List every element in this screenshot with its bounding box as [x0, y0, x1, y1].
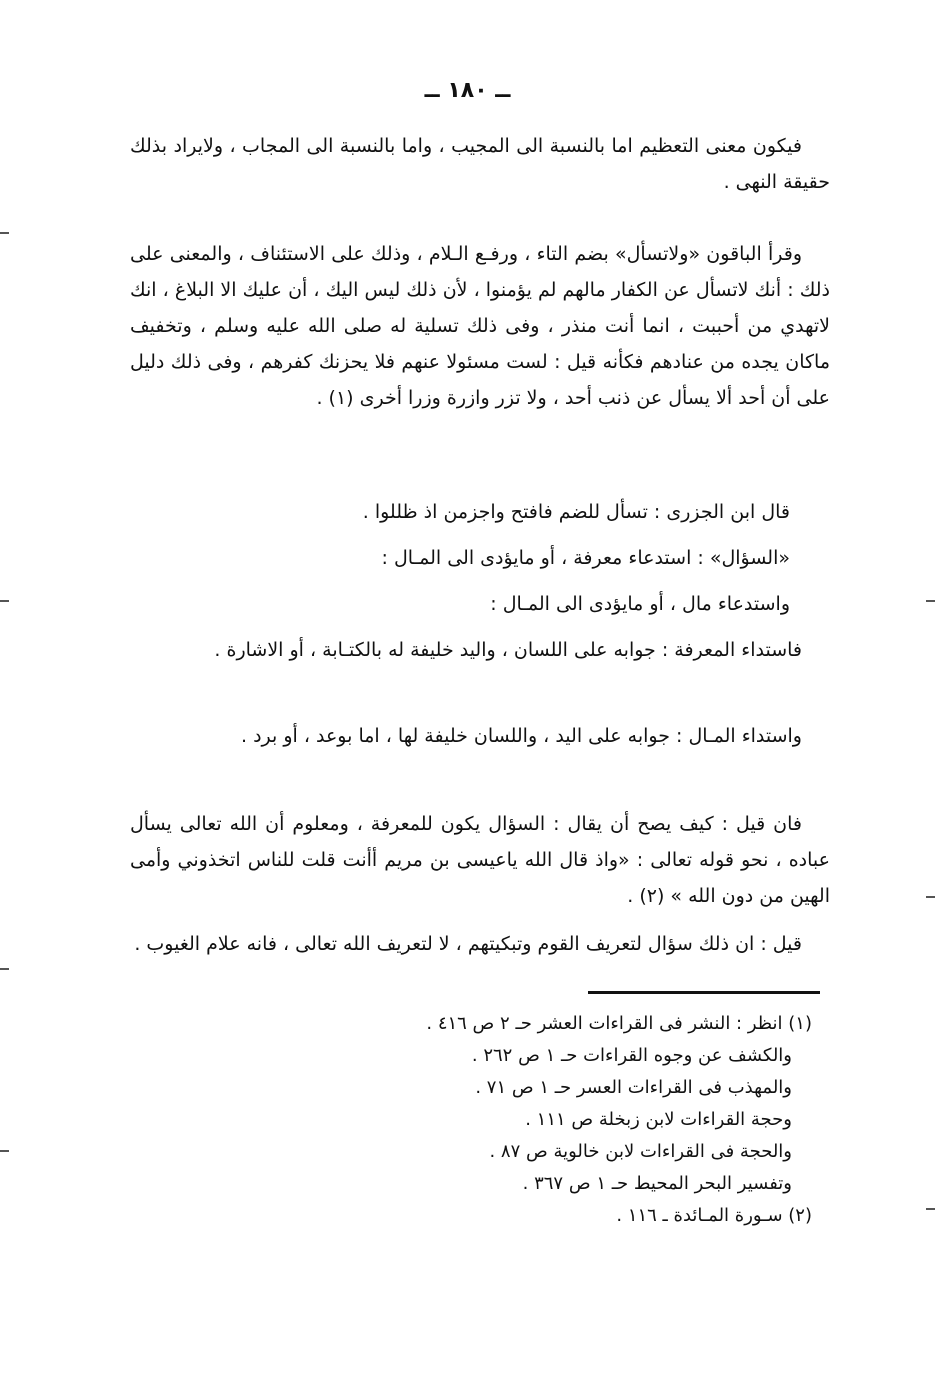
paragraph-text: فاستداء المعرفة : جوابه على اللسان ، واليد خليفة له بالكتـابة ، أو الاشارة .	[214, 639, 802, 661]
footnote-line: (٢) سـورة المـائدة ـ ١١٦ .	[616, 1205, 812, 1226]
verse-text: واستدعاء مال ، أو مايؤدى الى المـال :	[490, 593, 790, 615]
paragraph-text: فان قيل : كيف يصح أن يقال : السؤال يكون للمعرفة ، ومعلوم أن الله تعالى يسأل عباده ، نحو قوله تعالى : «واذ قال الله ياعيسى بن مريم أأنت قلت للناس اتخذوني وأمى الهين من دون الله » (٢) .	[130, 813, 830, 907]
verse-line-3	[130, 586, 830, 622]
paragraph-text: فيكون معنى التعظيم اما بالنسبة الى المجيب ، واما بالنسبة الى المجاب ، ولايراد بذلك حقيقة النهى .	[130, 135, 830, 193]
paragraph-text: قيل : ان ذلك سؤال لتعريف القوم وتبكيتهم ، لا لتعريف الله تعالى ، فانه علام الغيوب .	[134, 933, 802, 955]
verse-text: قال ابن الجزرى : تسأل للضم فافتح واجزمن اذ ظللوا .	[362, 501, 790, 523]
footnote-line: والحجة فى القراءات لابن خالوية ص ٨٧ .	[489, 1141, 792, 1162]
scan-mark	[926, 896, 935, 898]
verse-text: «السؤال» : استدعاء معرفة ، أو مايؤدى الى المـال :	[381, 547, 790, 569]
paragraph-1	[130, 128, 830, 200]
footnote-line: وتفسير البحر المحيط حـ ١ ص ٣٦٧ .	[522, 1173, 792, 1194]
verse-line-1	[130, 494, 830, 530]
footnote-separator	[588, 991, 820, 994]
scan-mark	[0, 600, 9, 602]
page-number: ــ ١٨٠ ــ	[424, 78, 511, 103]
footnote-line: والمهذب فى القراءات العسر حـ ١ ص ٧١ .	[475, 1077, 792, 1098]
footnotes	[200, 1008, 812, 1232]
footnote-line: وحجة القراءات لابن زبخلة ص ١١١ .	[525, 1109, 792, 1130]
paragraph-text: وقرأ الباقون «ولاتسأل» بضم التاء ، ورفـع الـلام ، وذلك على الاستئناف ، والمعنى على ذلك : أنك لاتسأل عن الكفار مالهم لم يؤمنوا ، لأن ذلك ليس اليك ، أن عليك الا البلاغ ، انك لاتهدي من أحببت ، انما أنت منذر ، وفى ذلك تسلية له صلى الله عليه وسلم ، وتخفيف ماكان يجده من عنادهم فكأنه قيل : لست مسئولا عنهم فلا يحزنك كفرهم ، وفى ذلك دليل على أن أحد ألا يسأل عن ذنب أحد ، ولا تزر وازرة وزرا أخرى (١) .	[130, 243, 830, 409]
verse-line-2	[130, 540, 830, 576]
scan-mark	[926, 1208, 935, 1210]
scan-mark	[0, 968, 9, 970]
paragraph-text: واستداء المـال : جوابه على اليد ، واللسان خليفة لها ، اما بوعد ، أو برد .	[240, 725, 802, 747]
footnote-line: والكشف عن وجوه القراءات حـ ١ ص ٢٦٢ .	[471, 1045, 792, 1066]
paragraph-5	[130, 806, 830, 914]
paragraph-3	[130, 632, 830, 668]
scan-mark	[0, 232, 9, 234]
scan-mark	[926, 600, 935, 602]
paragraph-4	[130, 718, 830, 754]
scan-mark	[0, 1150, 9, 1152]
paragraph-2	[130, 236, 830, 416]
footnote-line: (١) انظر : النشر فى القراءات العشر حـ ٢ ص ٤١٦ .	[426, 1013, 812, 1034]
paragraph-6	[130, 926, 830, 962]
